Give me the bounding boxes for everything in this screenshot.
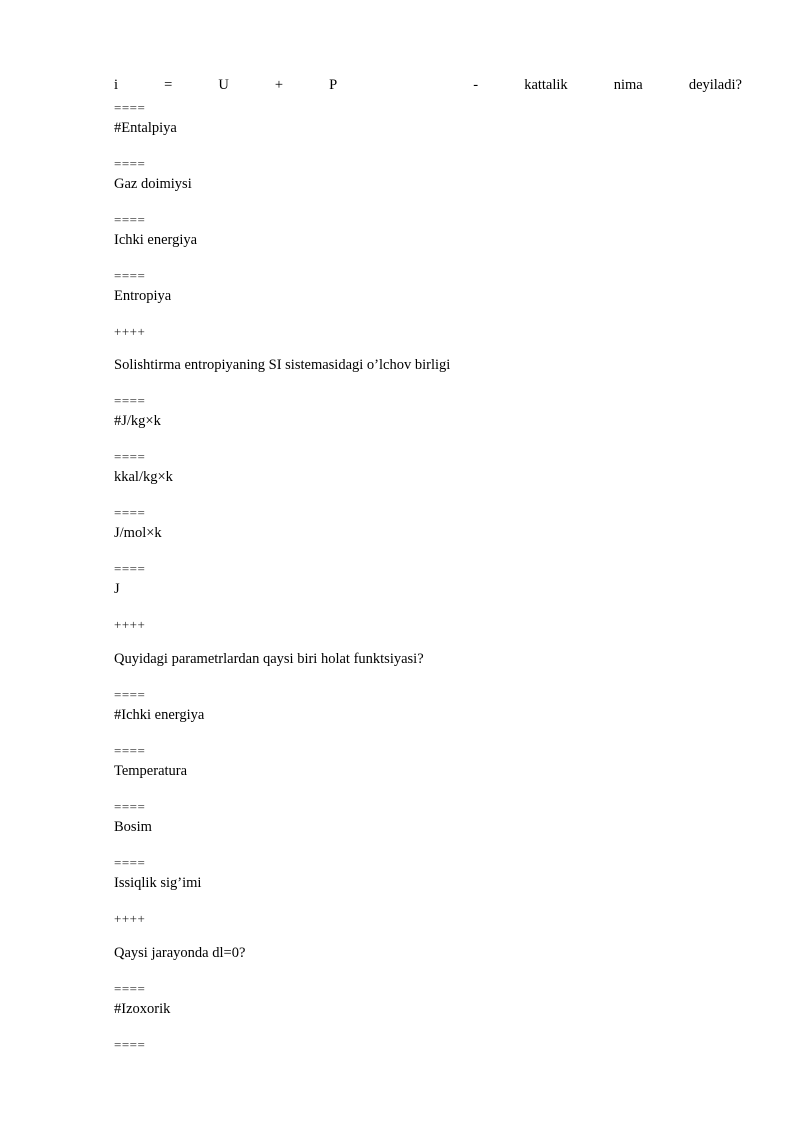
q1-option-4: Entropiya — [114, 288, 172, 304]
q1-option-1: #Entalpiya — [114, 120, 177, 136]
q2-option-3: J/mol×k — [114, 525, 162, 541]
q1-token: nima — [613, 77, 643, 93]
q1-token: kattalik — [524, 77, 568, 93]
block-separator: ++++ — [114, 617, 146, 632]
option-separator: ==== — [114, 561, 146, 576]
q1-token: P — [329, 77, 338, 93]
option-separator: ==== — [114, 743, 146, 758]
q1-token: = — [164, 77, 173, 93]
q2-option-2: kkal/kg×k — [114, 469, 173, 485]
q1-option-3: Ichki energiya — [114, 232, 198, 248]
q1-option-2: Gaz doimiysi — [114, 176, 192, 192]
question-4-text: Qaysi jarayonda dl=0? — [114, 945, 246, 961]
option-separator: ==== — [114, 393, 146, 408]
q3-option-4: Issiqlik sig’imi — [114, 875, 202, 891]
q3-option-1: #Ichki energiya — [114, 707, 205, 723]
q3-option-3: Bosim — [114, 819, 152, 835]
q1-token: i — [114, 77, 119, 93]
question-1-text — [114, 77, 742, 94]
option-separator: ==== — [114, 100, 146, 115]
option-separator: ==== — [114, 799, 146, 814]
q3-option-2: Temperatura — [114, 763, 188, 779]
option-separator: ==== — [114, 981, 146, 996]
option-separator: ==== — [114, 156, 146, 171]
option-separator: ==== — [114, 268, 146, 283]
q1-token: - — [473, 77, 479, 93]
q1-token: U — [218, 77, 229, 93]
option-separator: ==== — [114, 1037, 146, 1052]
option-separator: ==== — [114, 687, 146, 702]
q2-option-4: J — [114, 581, 120, 597]
q2-option-1: #J/kg×k — [114, 413, 161, 429]
question-3-text: Quyidagi parametrlardan qaysi biri holat funktsiyasi? — [114, 651, 424, 667]
question-2-text: Solishtirma entropiyaning SI sistemasidagi o’lchov birligi — [114, 357, 451, 373]
option-separator: ==== — [114, 449, 146, 464]
option-separator: ==== — [114, 855, 146, 870]
option-separator: ==== — [114, 505, 146, 520]
block-separator: ++++ — [114, 911, 146, 926]
option-separator: ==== — [114, 212, 146, 227]
block-separator: ++++ — [114, 324, 146, 339]
q1-token: deyiladi? — [688, 77, 742, 93]
q1-token: + — [274, 77, 284, 93]
q4-option-1: #Izoxorik — [114, 1001, 171, 1017]
